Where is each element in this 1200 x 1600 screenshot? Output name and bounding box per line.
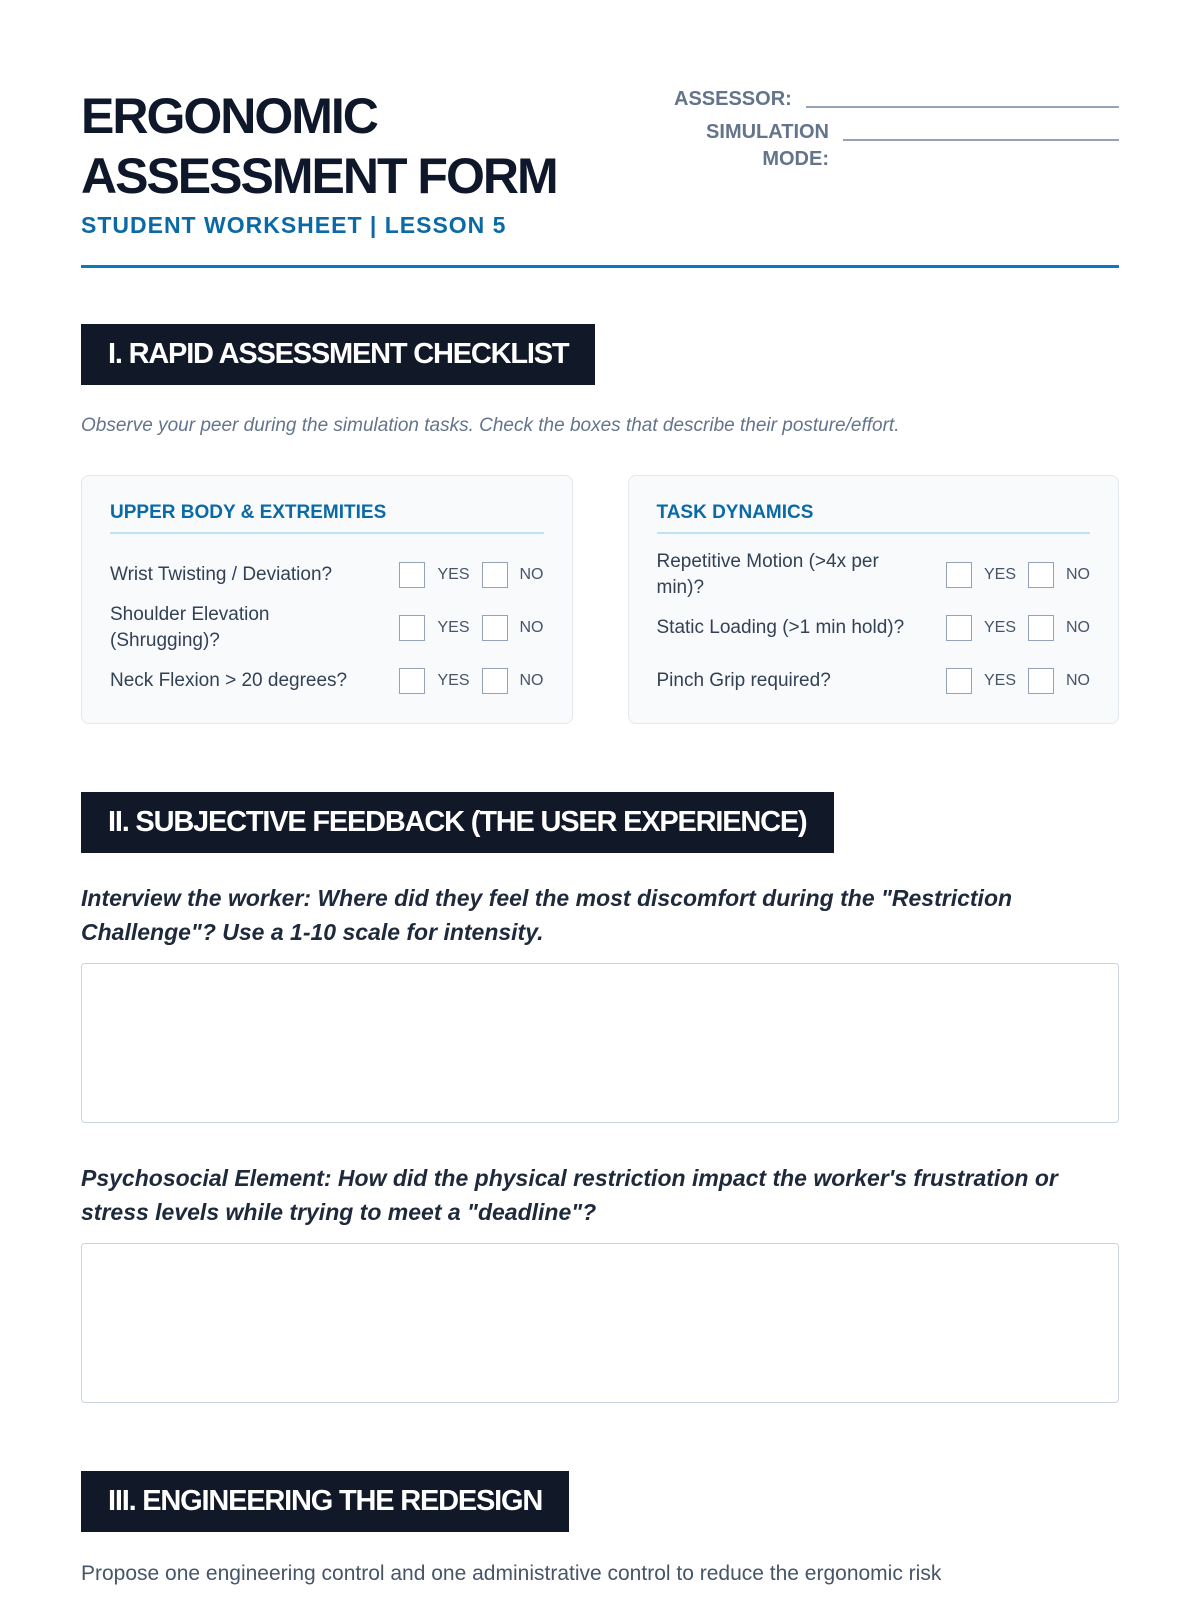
card-title: UPPER BODY & EXTREMITIES <box>110 502 544 534</box>
title-line-1: ERGONOMIC <box>81 88 377 144</box>
checklist-question: Pinch Grip required? <box>656 669 831 691</box>
no-label: NO <box>519 565 544 583</box>
simulation-mode-label <box>706 119 829 173</box>
section-2-heading: II. SUBJECTIVE FEEDBACK (THE USER EXPERIENCE) <box>81 792 834 853</box>
yes-checkbox[interactable] <box>946 615 972 641</box>
yes-checkbox[interactable] <box>399 615 425 641</box>
section-3-heading: III. ENGINEERING THE REDESIGN <box>81 1471 569 1532</box>
checklist-row <box>657 601 1091 654</box>
mode-label-1: SIMULATION <box>706 121 829 143</box>
section-1-heading: I. RAPID ASSESSMENT CHECKLIST <box>81 324 595 385</box>
no-label: NO <box>519 618 544 636</box>
page-subtitle: STUDENT WORKSHEET | LESSON 5 <box>81 212 507 238</box>
checklist-card <box>628 475 1120 724</box>
checklist-question: Static Loading (>1 min hold)? <box>656 616 905 638</box>
checklist-question: Repetitive Motion (>4x per min)? <box>656 550 879 598</box>
yes-checkbox[interactable] <box>946 562 972 588</box>
form-header <box>81 0 1119 268</box>
checklist-question: Wrist Twisting / Deviation? <box>110 563 333 585</box>
checklist-card <box>81 475 573 724</box>
section-3-instructions: Propose one engineering control and one administrative control to reduce the ergonomic risk <box>81 1562 942 1585</box>
checklist-row <box>110 548 544 601</box>
discomfort-prompt: Interview the worker: Where did they feel the most discomfort during the "Restriction Challenge"? Use a 1-10 scale for intensity. <box>81 885 1013 945</box>
card-title: TASK DYNAMICS <box>657 502 1091 534</box>
no-label: NO <box>1066 671 1090 689</box>
no-checkbox[interactable] <box>1028 615 1054 641</box>
yes-label: YES <box>437 565 470 583</box>
no-checkbox[interactable] <box>482 615 508 641</box>
no-label: NO <box>1066 565 1090 583</box>
checklist-question: Shoulder Elevation (Shrugging)? <box>110 603 270 651</box>
title-line-2: ASSESSMENT FORM <box>81 148 557 204</box>
no-label: NO <box>1066 618 1090 636</box>
discomfort-answer[interactable] <box>81 963 1119 1123</box>
psychosocial-prompt: Psychosocial Element: How did the physical restriction impact the worker's frustration or stress levels while trying to meet a "deadline"? <box>81 1165 1058 1225</box>
checklist-row <box>657 548 1091 601</box>
no-checkbox[interactable] <box>482 668 508 694</box>
psychosocial-answer[interactable] <box>81 1243 1119 1403</box>
no-checkbox[interactable] <box>1028 668 1054 694</box>
mode-label-2: MODE: <box>762 148 829 170</box>
checklist-cards <box>81 475 1119 724</box>
yes-checkbox[interactable] <box>399 668 425 694</box>
yes-label: YES <box>983 618 1016 636</box>
no-checkbox[interactable] <box>482 562 508 588</box>
assessor-label: ASSESSOR: <box>674 88 792 110</box>
section-1-instructions: Observe your peer during the simulation tasks. Check the boxes that describe their posture/effort. <box>81 415 900 436</box>
assessor-meta <box>674 86 1119 239</box>
checklist-row <box>110 601 544 654</box>
yes-label: YES <box>437 618 470 636</box>
yes-label: YES <box>983 671 1016 689</box>
yes-label: YES <box>983 565 1016 583</box>
yes-checkbox[interactable] <box>946 668 972 694</box>
no-label: NO <box>519 671 544 689</box>
checklist-question: Neck Flexion > 20 degrees? <box>110 669 348 691</box>
assessor-field[interactable] <box>806 86 1119 108</box>
yes-checkbox[interactable] <box>399 562 425 588</box>
page-title <box>81 86 561 206</box>
checklist-row <box>657 654 1091 707</box>
yes-label: YES <box>437 671 470 689</box>
simulation-mode-field[interactable] <box>843 119 1119 141</box>
no-checkbox[interactable] <box>1028 562 1054 588</box>
checklist-row <box>110 654 544 707</box>
